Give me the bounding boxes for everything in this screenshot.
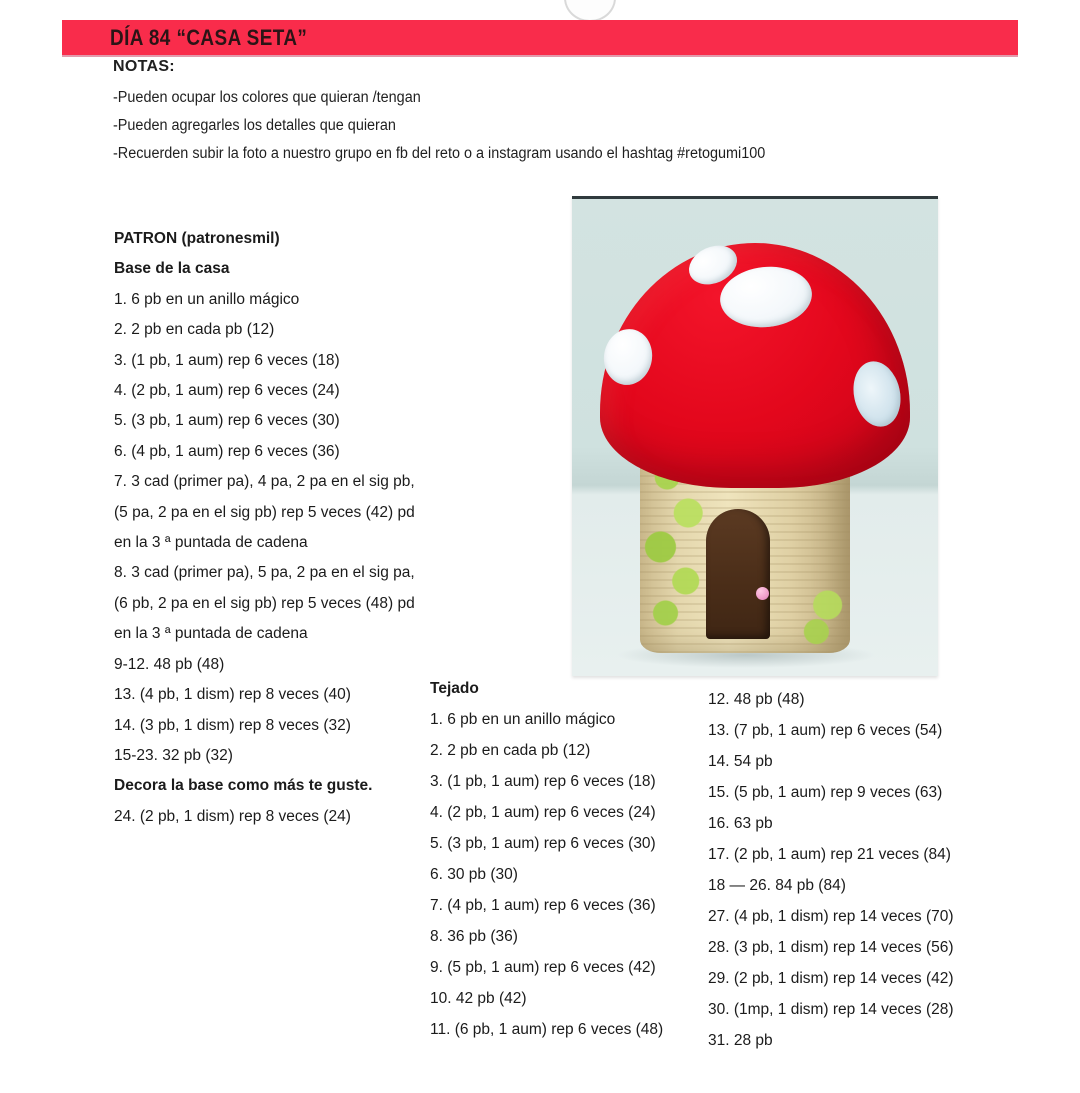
roof-row: 1. 6 pb en un anillo mágico [430,711,616,728]
base-row: 6. (4 pb, 1 aum) rep 6 veces (36) [114,442,340,460]
pattern-column-roof-2 [708,684,1008,1056]
base-row: 9-12. 48 pb (48) [114,655,225,673]
roof-row: 27. (4 pb, 1 dism) rep 14 veces (70) [708,908,954,925]
roof-row: 8. 36 pb (36) [430,928,518,945]
base-row: 7. 3 cad (primer pa), 4 pa, 2 pa en el sig pb, [114,473,415,491]
base-row: 3. (1 pb, 1 aum) rep 6 veces (18) [114,351,340,369]
notes-label: NOTAS: [113,58,175,75]
roof-row: 4. (2 pb, 1 aum) rep 6 veces (24) [430,804,656,821]
roof-row: 28. (3 pb, 1 dism) rep 14 veces (56) [708,939,954,956]
roof-row: 7. (4 pb, 1 aum) rep 6 veces (36) [430,897,656,914]
roof-row: 12. 48 pb (48) [708,691,805,708]
note-line-2: -Pueden agregarles los detalles que quieran [113,117,396,134]
roof-row: 17. (2 pb, 1 aum) rep 21 veces (84) [708,846,951,863]
pattern-column-roof-1 [430,673,710,1045]
page-title [110,25,339,51]
base-decorate-note: Decora la base como más te guste. [114,777,373,795]
base-row: 5. (3 pb, 1 aum) rep 6 veces (30) [114,412,340,430]
roof-row: 10. 42 pb (42) [430,990,527,1007]
roof-row: 6. 30 pb (30) [430,866,518,883]
note-line-3: -Recuerden subir la foto a nuestro grupo en fb del reto o a instagram usando el hashtag #retogumi100 [113,145,766,162]
base-heading: Base de la casa [114,260,230,278]
page-title-text: DÍA 84 “CASA SETA” [110,24,308,50]
roof-row: 13. (7 pb, 1 aum) rep 6 veces (54) [708,722,943,739]
page-title-band [62,20,1018,55]
door-knob [756,587,769,600]
base-row: (6 pb, 2 pa en el sig pb) rep 5 veces (48) pd [114,594,415,612]
base-row: en la 3 ª puntada de cadena [114,534,308,552]
cap-spot-4 [848,357,907,431]
roof-row: 16. 63 pb [708,815,773,832]
roof-row: 31. 28 pb [708,1032,773,1049]
notes-section [113,58,973,169]
base-row: en la 3 ª puntada de cadena [114,625,308,643]
house-door [706,509,770,639]
base-row: 13. (4 pb, 1 dism) rep 8 veces (40) [114,686,351,704]
roof-row: 11. (6 pb, 1 aum) rep 6 veces (48) [430,1021,664,1038]
moss-right [794,577,850,647]
roof-row: 5. (3 pb, 1 aum) rep 6 veces (30) [430,835,656,852]
roof-row: 15. (5 pb, 1 aum) rep 9 veces (63) [708,784,943,801]
base-row: 1. 6 pb en un anillo mágico [114,290,300,308]
roof-row: 3. (1 pb, 1 aum) rep 6 veces (18) [430,773,656,790]
mushroom-house-photo [572,196,938,676]
note-line-1: -Pueden ocupar los colores que quieran /tengan [113,89,421,106]
pattern-heading: PATRON (patronesmil) [114,230,280,247]
roof-row: 9. (5 pb, 1 aum) rep 6 veces (42) [430,959,656,976]
base-row: 15-23. 32 pb (32) [114,746,233,764]
roof-row: 30. (1mp, 1 dism) rep 14 veces (28) [708,1001,954,1018]
decorative-circle [564,0,616,22]
roof-row: 2. 2 pb en cada pb (12) [430,742,591,759]
base-row: (5 pa, 2 pa en el sig pb) rep 5 veces (42) pd [114,503,415,521]
base-row: 4. (2 pb, 1 aum) rep 6 veces (24) [114,382,340,400]
base-row: 8. 3 cad (primer pa), 5 pa, 2 pa en el sig pa, [114,564,415,582]
base-row: 2. 2 pb en cada pb (12) [114,321,275,339]
base-row: 14. (3 pb, 1 dism) rep 8 veces (32) [114,716,351,734]
pattern-column-base [114,224,444,832]
roof-row: 29. (2 pb, 1 dism) rep 14 veces (42) [708,970,954,987]
base-row: 24. (2 pb, 1 dism) rep 8 veces (24) [114,807,351,825]
roof-row: 18 — 26. 84 pb (84) [708,877,846,894]
roof-heading: Tejado [430,680,479,697]
roof-row: 14. 54 pb [708,753,773,770]
